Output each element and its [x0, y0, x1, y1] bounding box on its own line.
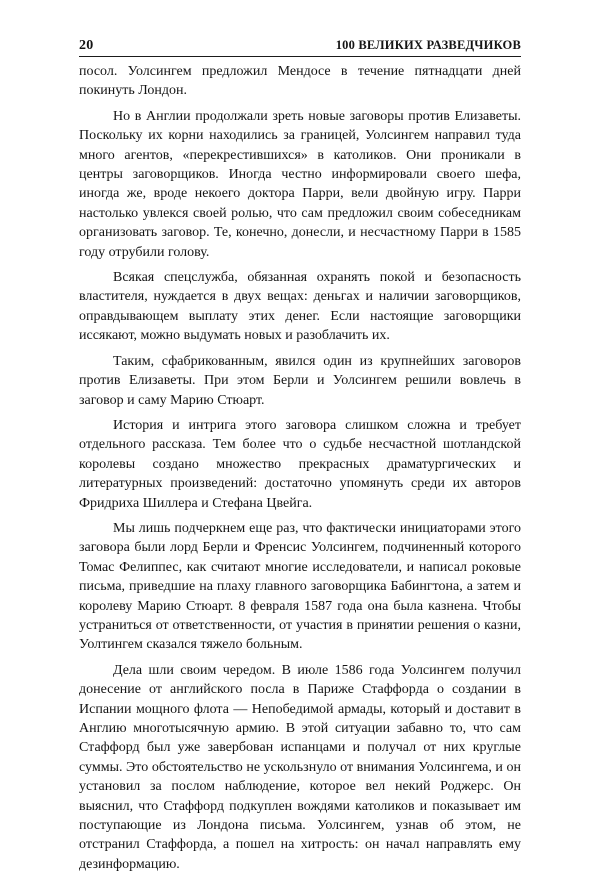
paragraph: Всякая спецслужба, обязанная охранять покой и безопасность властителя, нуждается в двух вещах: деньгах и наличии заговорщиков, оправдывающем выплату этих денег. Если настоящие заговорщики иссякают, можно выдумать новых и разоблачить их. [79, 270, 521, 344]
header-rule [79, 56, 521, 57]
paragraph: История и интрига этого заговора слишком сложна и требует отдельного рассказа. Тем более что о судьбе несчастной шотландской королевы создано множество прекрасных драматургических и литературных произведений: достаточно упомянуть среди их авторов Фридриха Шиллера и Стефана Цвейга. [79, 417, 521, 511]
paragraph: Но в Англии продолжали зреть новые заговоры против Елизаветы. Поскольку их корни находились за границей, Уолсингем направил туда много агентов, «перекрестившихся» в католиков. Они проникали в центры заговорщиков. Иногда честно информировали своего шефа, иногда же, вроде некоего доктора Парри, вели двойную игру. Парри настолько увлекся своей ролью, что сам предложил своим собеседникам организовать заговор. Те, конечно, донесли, и несчастному Парри в 1585 году отрубили голову. [79, 108, 521, 260]
page-number: 20 [79, 38, 94, 53]
paragraph: Дела шли своим чередом. В июле 1586 года Уолсингем получил донесение от английского посла в Париже Стаффорда о создании в Испании мощного флота — Непобедимой армады, который и доставит в Англию многотысячную армию. В этой ситуации забавно то, что сам Стаффорд был уже завербован испанцами и получал от них круглые суммы. Это обстоятельство не ускользнуло от внимания Уолсингема, и он установил за послом наблюдение, которое вел некий Роджерс. Он выяснил, что Стаффорд подкуплен вождями католиков и показывает им поступающие из Лондона письма. Уолсингем, узнав об этом, не отстранил Стаффорда, а пошел на хитрость: он начал направлять ему дезинформацию. [79, 662, 521, 872]
page-body [79, 62, 521, 880]
page-header [79, 38, 521, 54]
running-title: 100 ВЕЛИКИХ РАЗВЕДЧИКОВ [335, 38, 521, 52]
paragraph-continued: посол. Уолсингем предложил Мендосе в течение пятнадцати дней покинуть Лондон. [79, 64, 521, 99]
paragraph: Мы лишь подчеркнем еще раз, что фактически инициаторами этого заговора были лорд Берли и Френсис Уолсингем, подчиненный которого Томас Фелиппес, как считают многие исследователи, и написал роковые письма, приведшие на плаху главного заговорщика Бабингтона, а затем и королеву Марию Стюарт. 8 февраля 1587 года она была казнена. Чтобы устраниться от ответственности, от участия в принятии решения о казни, Уолтингем сказался тяжело больным. [79, 520, 521, 653]
paragraph: Таким, сфабрикованным, явился один из крупнейших заговоров против Елизаветы. При этом Берли и Уолсингем решили вовлечь в заговор и саму Марию Стюарт. [79, 353, 521, 408]
